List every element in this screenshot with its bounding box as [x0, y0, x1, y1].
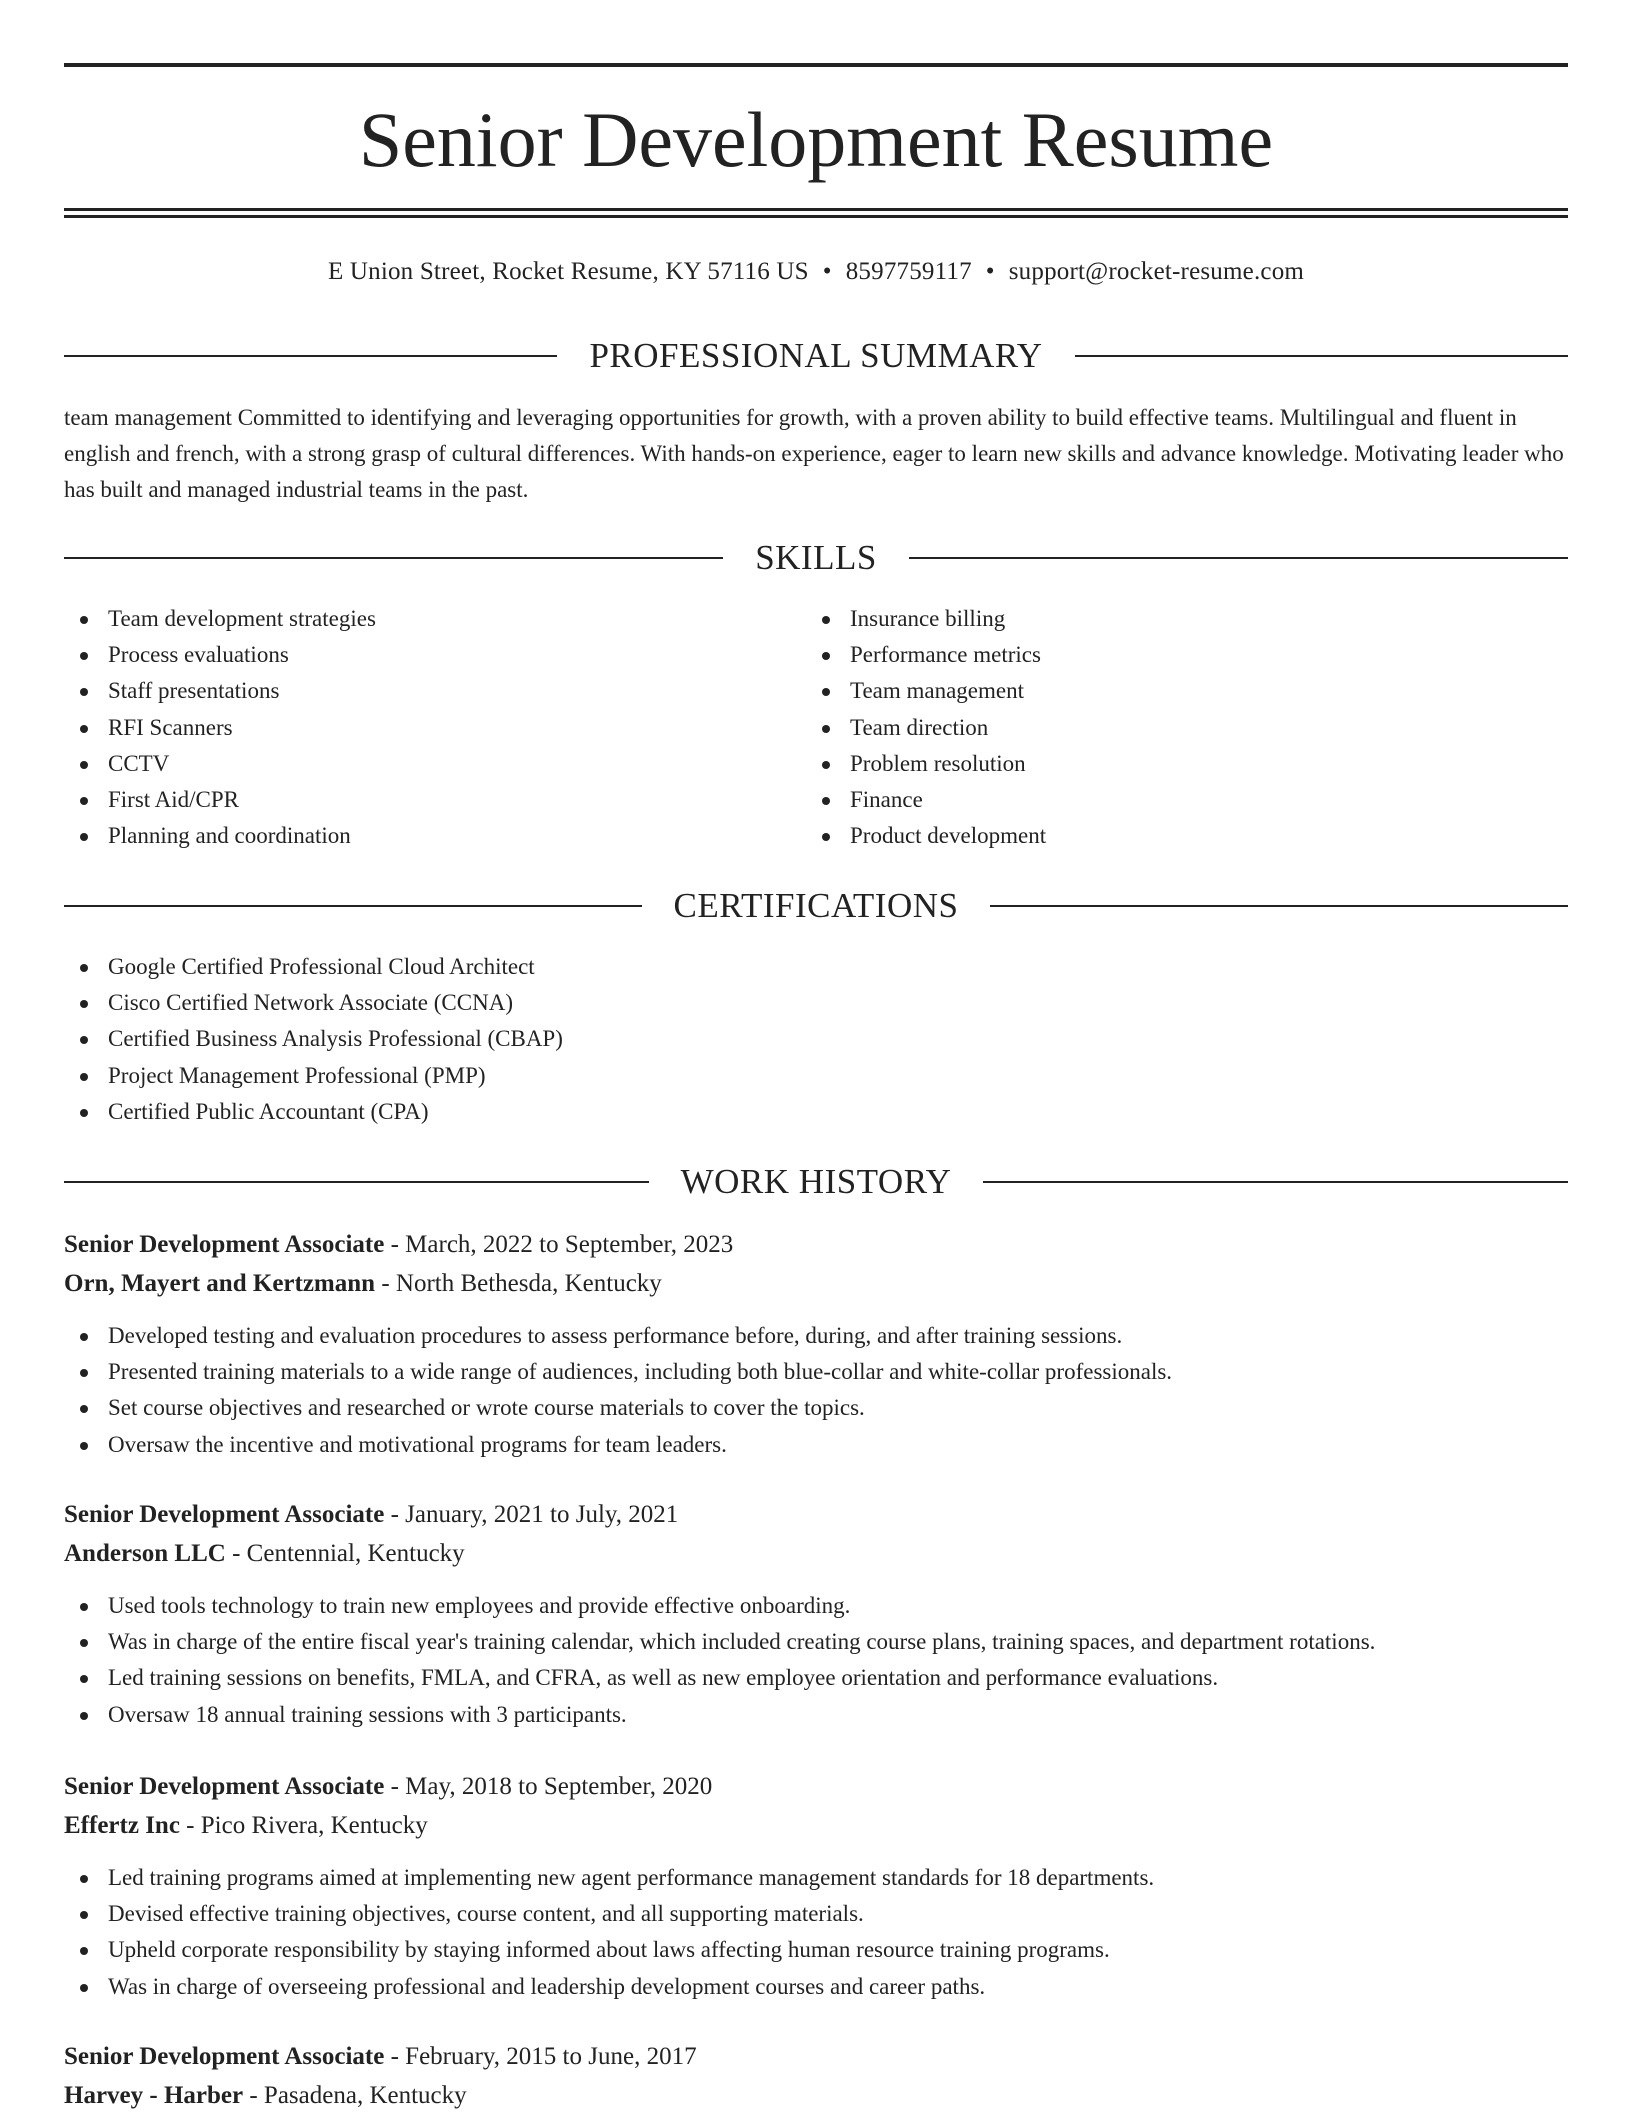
certification-item: Project Management Professional (PMP) — [64, 1058, 1064, 1094]
certifications-list — [64, 949, 1064, 1130]
job-bullet: Was in charge of overseeing professional and leadership development courses and career paths. — [64, 1969, 1568, 2005]
job-company-line — [64, 2077, 1568, 2115]
job-bullets — [64, 1860, 1568, 2005]
section-title: PROFESSIONAL SUMMARY — [589, 336, 1043, 375]
contact-phone: 8597759117 — [845, 258, 972, 285]
heading-rule — [64, 355, 557, 357]
job-dates: - May, 2018 to September, 2020 — [384, 1773, 713, 1800]
section-heading-work-history — [64, 1160, 1568, 1204]
skill-item: Staff presentations — [64, 673, 764, 709]
heading-rule — [64, 905, 642, 907]
job-title-line — [64, 1226, 1568, 1264]
job-title: Senior Development Associate — [64, 1773, 385, 1800]
job-bullet: Was in charge of the entire fiscal year's training calendar, which included creating course plans, training spaces, and department rotations. — [64, 1624, 1568, 1660]
job-location: - Pasadena, Kentucky — [243, 2082, 467, 2109]
job-bullet: Oversaw 18 annual training sessions with 3 participants. — [64, 1697, 1568, 1733]
certification-item: Certified Business Analysis Professional (CBAP) — [64, 1021, 1064, 1057]
job-bullet: Used tools technology to train new employees and provide effective onboarding. — [64, 1588, 1568, 1624]
job-bullet: Set course objectives and researched or wrote course materials to cover the topics. — [64, 1390, 1568, 1426]
section-title: WORK HISTORY — [680, 1162, 952, 1201]
job-bullet: Presented training materials to a wide range of audiences, including both blue-collar and white-collar professionals. — [64, 1354, 1568, 1390]
title-top-rule — [64, 63, 1568, 67]
section-heading-summary — [64, 334, 1568, 378]
heading-rule — [990, 905, 1568, 907]
job-dates: - January, 2021 to July, 2021 — [384, 1501, 679, 1528]
job-entry — [64, 1768, 1568, 2005]
skill-item: First Aid/CPR — [64, 782, 764, 818]
title-bottom-rule-1 — [64, 208, 1568, 211]
job-title: Senior Development Associate — [64, 2043, 385, 2070]
job-bullet: Led training sessions on benefits, FMLA, and CFRA, as well as new employee orientation and performance evaluations. — [64, 1660, 1568, 1696]
job-bullets — [64, 1588, 1568, 1733]
skills-list-left — [64, 601, 764, 854]
heading-rule — [64, 557, 723, 559]
heading-rule — [909, 557, 1568, 559]
contact-email: support@rocket-resume.com — [1008, 258, 1305, 285]
heading-rule — [64, 1181, 649, 1183]
job-bullet: Upheld corporate responsibility by staying informed about laws affecting human resource training programs. — [64, 1932, 1568, 1968]
job-bullets — [64, 1318, 1568, 1463]
job-location: - North Bethesda, Kentucky — [375, 1270, 662, 1297]
job-bullet: Devised effective training objectives, course content, and all supporting materials. — [64, 1896, 1568, 1932]
job-entry — [64, 1226, 1568, 1463]
contact-line — [0, 255, 1632, 289]
job-title-line — [64, 1496, 1568, 1534]
title-bottom-rule-2 — [64, 215, 1568, 218]
skill-item: Problem resolution — [806, 746, 1506, 782]
summary-text: team management Committed to identifying and leveraging opportunities for growth, with a proven ability to build effective teams. Multilingual and fluent in english and french, with a strong grasp of cultural differences. With hands-on experience, eager to learn new skills and advance knowledge. Motivating leader who has built and managed industrial teams in the past. — [64, 405, 1564, 502]
job-entry — [64, 2038, 1568, 2115]
skill-item: Planning and coordination — [64, 818, 764, 854]
skill-item: Team direction — [806, 710, 1506, 746]
job-title-line — [64, 1768, 1568, 1806]
section-heading-certifications — [64, 884, 1568, 928]
skills-column-right — [806, 601, 1506, 854]
skill-item: CCTV — [64, 746, 764, 782]
skills-list-right — [806, 601, 1506, 854]
job-company: Harvey - Harber — [64, 2082, 244, 2109]
skill-item: Product development — [806, 818, 1506, 854]
job-location: - Pico Rivera, Kentucky — [179, 1812, 428, 1839]
section-title: CERTIFICATIONS — [673, 886, 959, 925]
job-entry — [64, 1496, 1568, 1733]
contact-separator: • — [985, 258, 995, 285]
skill-item: Performance metrics — [806, 637, 1506, 673]
certification-item: Google Certified Professional Cloud Architect — [64, 949, 1064, 985]
job-bullet: Led training programs aimed at implementing new agent performance management standards for 18 departments. — [64, 1860, 1568, 1896]
section-heading-skills — [64, 536, 1568, 580]
job-company: Orn, Mayert and Kertzmann — [64, 1270, 376, 1297]
job-company-line — [64, 1535, 1568, 1573]
skill-item: Insurance billing — [806, 601, 1506, 637]
job-bullet: Oversaw the incentive and motivational programs for team leaders. — [64, 1427, 1568, 1463]
job-dates: - March, 2022 to September, 2023 — [384, 1231, 734, 1258]
job-location: - Centennial, Kentucky — [225, 1540, 465, 1567]
certifications-block — [64, 949, 1064, 1130]
skill-item: Team development strategies — [64, 601, 764, 637]
resume-title: Senior Development Resume — [358, 96, 1274, 183]
heading-rule — [1075, 355, 1568, 357]
skill-item: Process evaluations — [64, 637, 764, 673]
section-title: SKILLS — [755, 538, 877, 577]
contact-separator: • — [822, 258, 832, 285]
job-company: Effertz Inc — [64, 1812, 180, 1839]
skill-item: Finance — [806, 782, 1506, 818]
job-title: Senior Development Associate — [64, 1231, 385, 1258]
job-company-line — [64, 1265, 1568, 1303]
skills-column-left — [64, 601, 764, 854]
job-bullet: Developed testing and evaluation procedures to assess performance before, during, and after training sessions. — [64, 1318, 1568, 1354]
job-company-line — [64, 1807, 1568, 1845]
skill-item: Team management — [806, 673, 1506, 709]
job-title: Senior Development Associate — [64, 1501, 385, 1528]
certification-item: Cisco Certified Network Associate (CCNA) — [64, 985, 1064, 1021]
contact-address: E Union Street, Rocket Resume, KY 57116 US — [327, 258, 809, 285]
job-title-line — [64, 2038, 1568, 2076]
certification-item: Certified Public Accountant (CPA) — [64, 1094, 1064, 1130]
job-company: Anderson LLC — [64, 1540, 226, 1567]
heading-rule — [983, 1181, 1568, 1183]
job-dates: - February, 2015 to June, 2017 — [384, 2043, 697, 2070]
skill-item: RFI Scanners — [64, 710, 764, 746]
